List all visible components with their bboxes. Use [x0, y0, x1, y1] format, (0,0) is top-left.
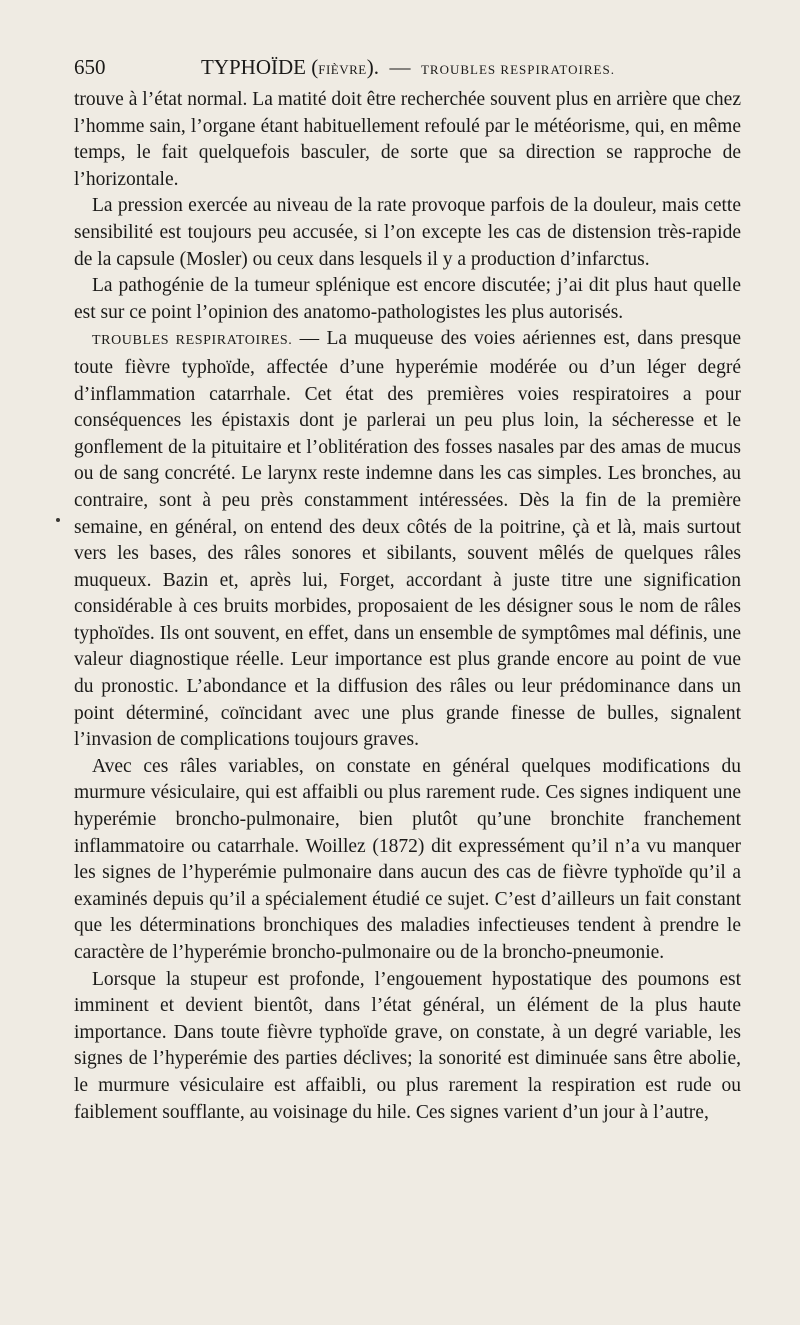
section-title: TROUBLES RESPIRATOIRES.	[420, 62, 615, 77]
running-title	[201, 52, 615, 85]
page-number: 650	[74, 55, 106, 79]
paragraph: Lorsque la stupeur est profonde, l’engouement hypostatique des poumons est imminent et devient bientôt, dans l’état général, un élément de la plus haute importance. Dans toute fièvre typhoïde grave, on constate, à un degré variable, les signes de l’hyperémie des parties déclives; la sonorité est diminuée sans être abolie, le murmure vésiculaire est affaibli, ou plus rarement la respiration est rude ou faiblement soufflante, au voisinage du hile. Ces signes varient d’un jour à l’autre,	[74, 968, 741, 1123]
title-main: TYPHOÏDE (	[201, 55, 319, 79]
title-smallcaps: FIÈVRE	[318, 62, 367, 77]
paragraph: La pression exercée au niveau de la rate provoque parfois de la douleur, mais cette sensibilité est toujours peu accusée, si l’on excepte les cas de distension très-rapide de la capsule (Mosler) ou ceux dans lesquels il y a production d’infarctus.	[74, 195, 741, 270]
running-header	[74, 52, 742, 82]
title-close: ).	[366, 55, 379, 79]
paragraph: Avec ces râles variables, on constate en général quelques modifications du murmure vésiculaire, qui est affaibli ou plus rarement rude. Ces signes indiquent une hyperémie broncho-pulmonaire, bien plutôt qu’une bronchite franchement inflammatoire ou catarrhale. Woillez (1872) dit expressément qu’il n’a vu manquer les signes de l’hyperémie pulmonaire dans aucun des cas de fièvre typhoïde qu’il a examinés depuis qu’il a spécialement étudié ce sujet. C’est d’ailleurs un fait constant que les déterminations bronchiques des maladies infectieuses tendent à prendre le caractère de l’hyperémie broncho-pulmonaire ou de la broncho-pneumonie.	[74, 755, 741, 963]
body-text	[74, 87, 741, 1126]
paragraph: La pathogénie de la tumeur splénique est encore discutée; j’ai dit plus haut quelle est sur ce point l’opinion des anatomo-pathologistes les plus autorisés.	[74, 275, 741, 323]
margin-mark	[56, 518, 60, 522]
section-heading: TROUBLES RESPIRATOIRES.	[92, 333, 293, 349]
paragraph-text: — La muqueuse des voies aériennes est, dans presque toute fièvre typhoïde, affectée d’une hyperémie modérée ou d’un léger degré d’inflammation catarrhale. Cet état des premières voies respiratoires a pour conséquences les épistaxis dont je parlerai un peu plus loin, la sécheresse et le gonflement de la pituitaire et l’oblitération des fosses nasales par des amas de mucus ou de sang concrété. Le larynx reste indemne dans les cas simples. Les bronches, au contraire, sont à peu près constamment intéressées. Dès la fin de la première semaine, en général, on entend des deux côtés de la poitrine, çà et là, mais surtout vers les bases, des râles sonores et sibilants, souvent mêlés de quelques râles muqueux. Bazin et, après lui, Forget, accordant à juste titre une signification considérable à ces bruits morbides, proposaient de les désigner sous le nom de râles typhoïdes. Ils ont souvent, en effet, dans un ensemble de symptômes mal définis, une valeur diagnostique réelle. Leur importance est plus grande encore au point de vue du pronostic. L’abondance et la diffusion des râles ou leur prédominance dans un point déterminé, coïncidant avec une plus grande finesse de bulles, signalent l’invasion de complications toujours graves.	[74, 328, 741, 751]
header-dash: —	[389, 55, 411, 79]
paragraph: trouve à l’état normal. La matité doit être recherchée souvent plus en arrière que chez l’homme sain, l’organe étant habituellement refoulé par le météorisme, qui, en même temps, le fait quelquefois basculer, de sorte que sa direction se rapproche de l’horizontale.	[74, 89, 741, 190]
paragraph	[74, 326, 741, 754]
